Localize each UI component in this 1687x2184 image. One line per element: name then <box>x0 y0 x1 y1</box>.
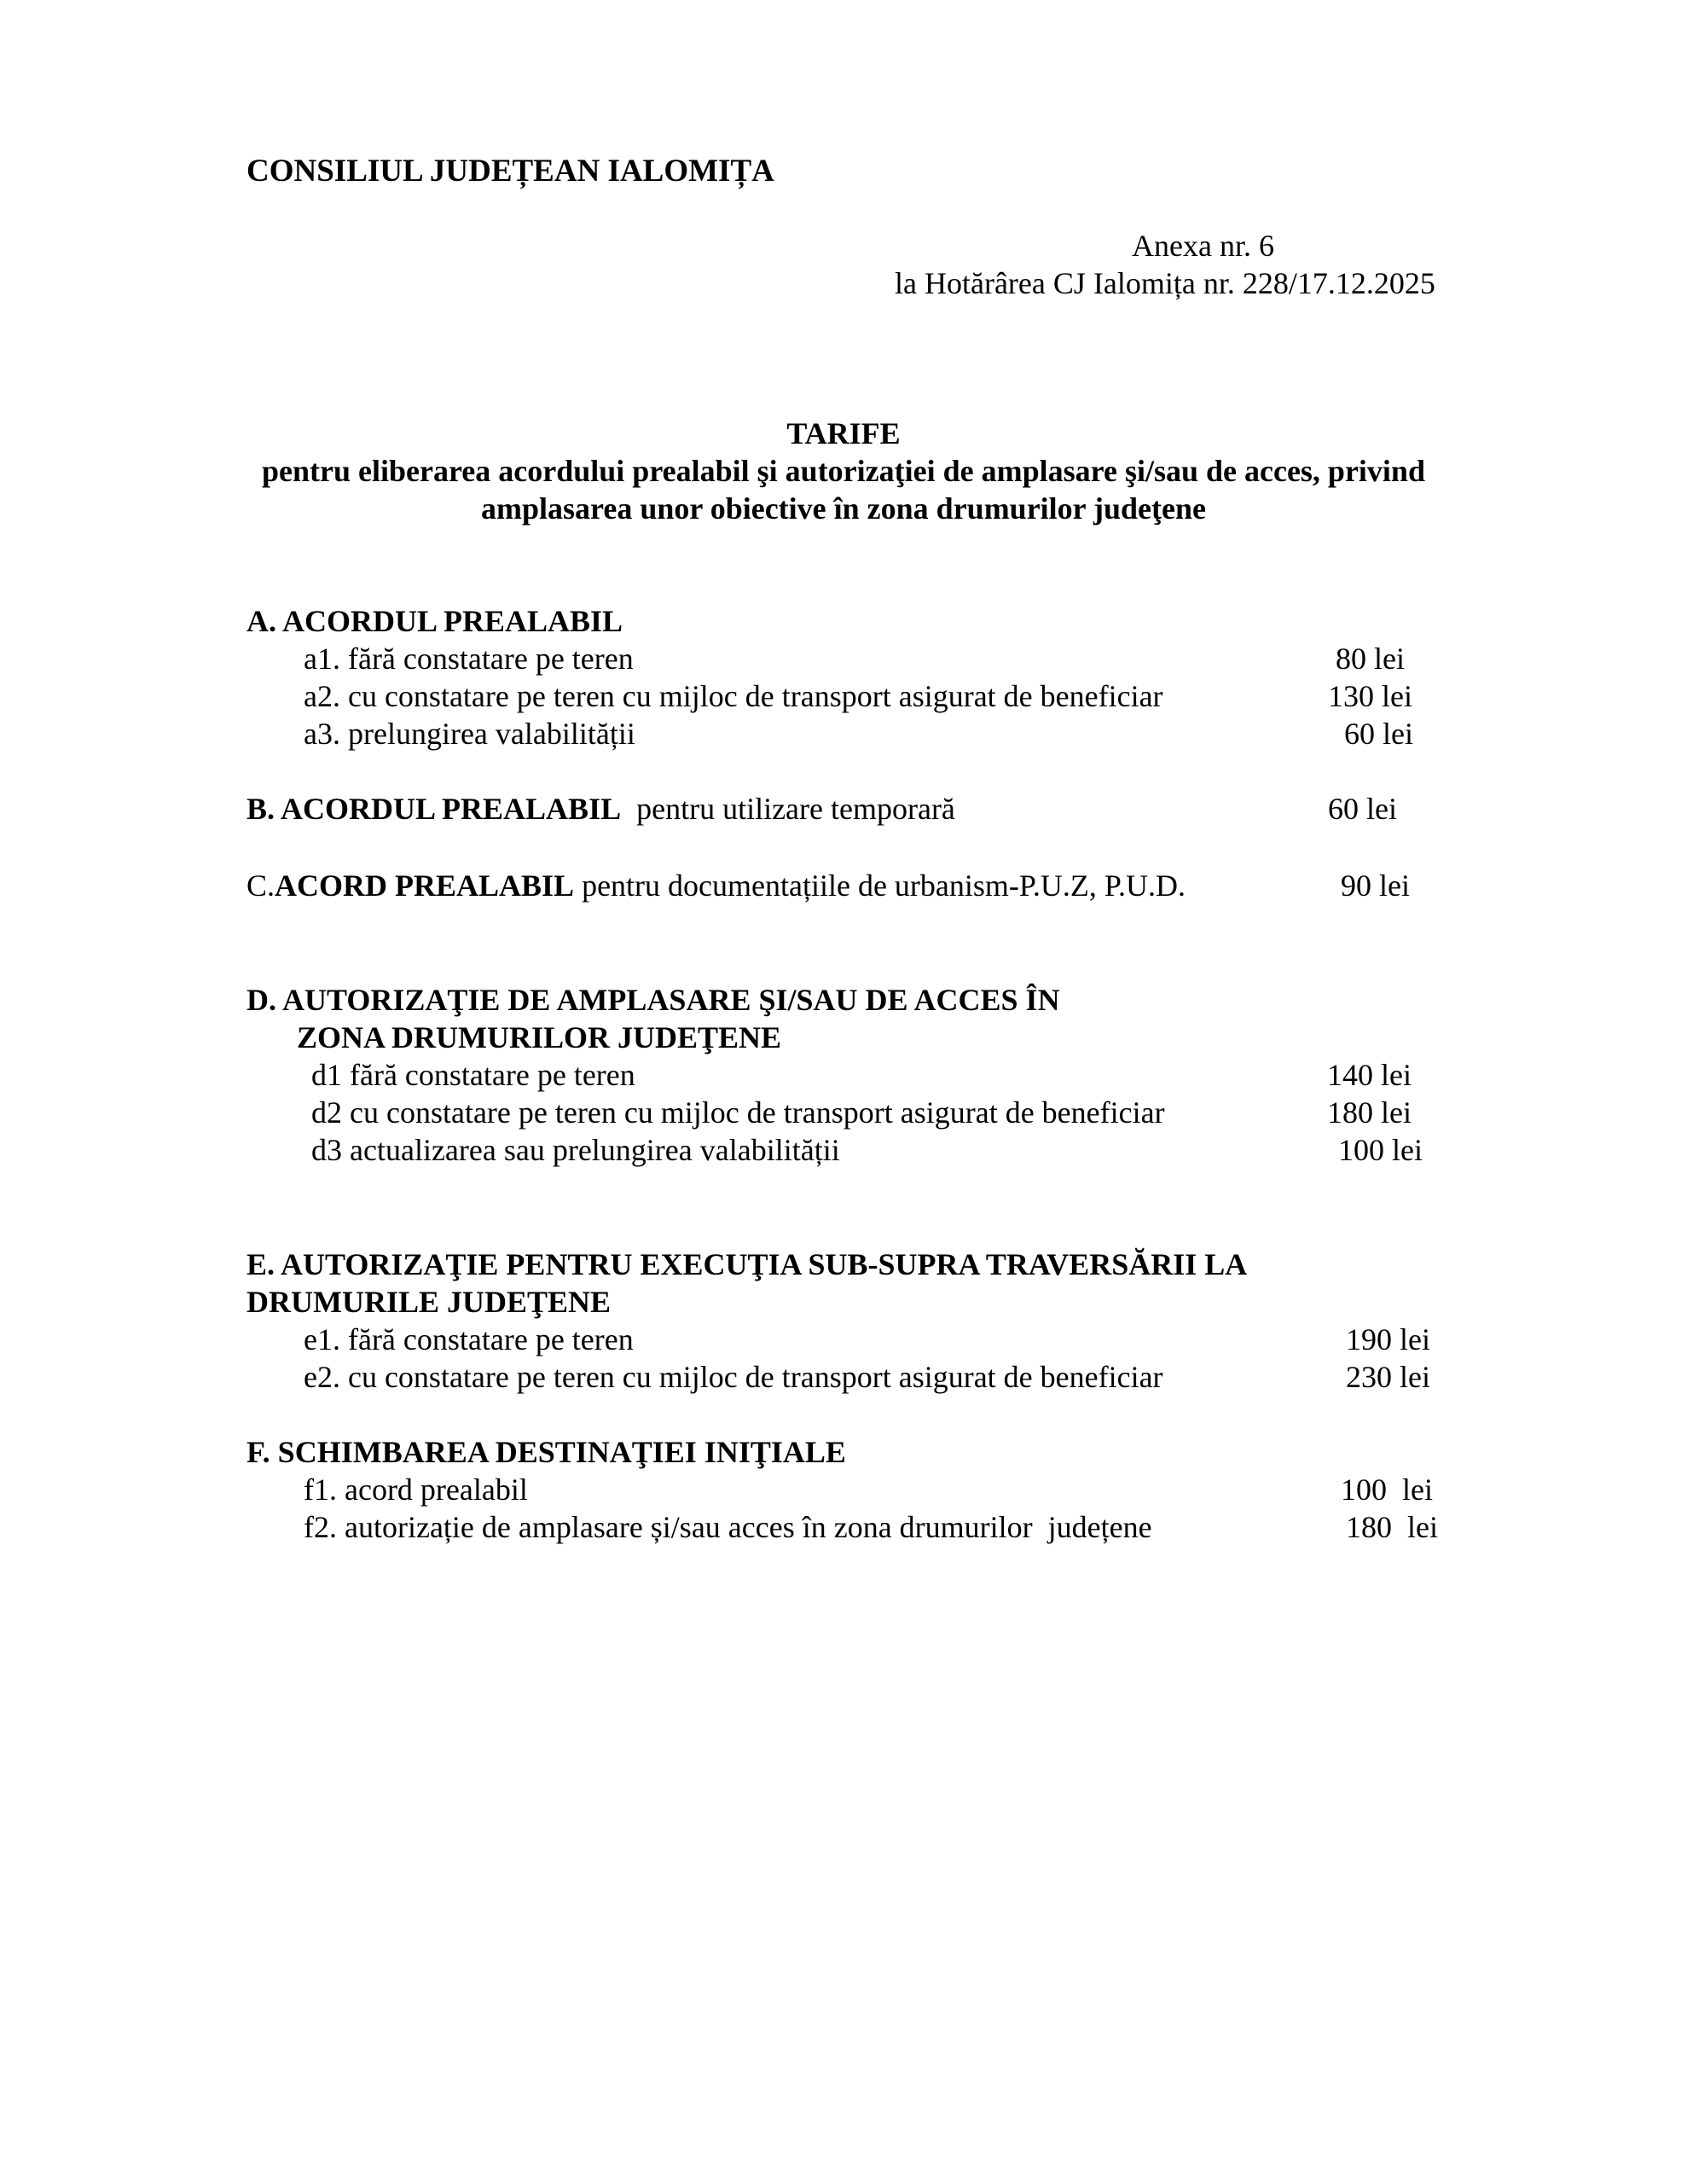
item-e1-label: e1. fără constatare pe teren <box>304 1322 634 1356</box>
section-f-heading: F. SCHIMBAREA DESTINAŢIEI INIŢIALE <box>246 1435 846 1469</box>
item-a3-label: a3. prelungirea valabilității <box>304 717 635 751</box>
section-b-line <box>246 793 955 824</box>
item-e2-label: e2. cu constatare pe teren cu mijloc de transport asigurat de beneficiar <box>304 1360 1163 1394</box>
item-f2-price: 180 lei <box>1346 1510 1438 1544</box>
title-subtitle-line-1: pentru eliberarea acordului prealabil şi autorizaţiei de amplasare şi/sau de acces, privind <box>262 454 1425 488</box>
section-a-heading: A. ACORDUL PREALABIL <box>246 604 623 638</box>
item-d1-price: 140 lei <box>1327 1058 1412 1092</box>
section-c-text: pentru documentațiile de urbanism-P.U.Z, P.U.D. <box>582 868 1186 903</box>
item-f2-label: f2. autorizație de amplasare și/sau acces în zona drumurilor județene <box>304 1510 1152 1544</box>
section-b-heading: B. ACORDUL PREALABIL <box>246 792 622 826</box>
item-a2-label: a2. cu constatare pe teren cu mijloc de transport asigurat de beneficiar <box>304 679 1163 713</box>
item-d2-label: d2 cu constatare pe teren cu mijloc de transport asigurat de beneficiar <box>311 1095 1165 1130</box>
item-e2-price: 230 lei <box>1346 1360 1430 1394</box>
section-b-text: pentru utilizare temporară <box>636 792 955 826</box>
item-a1-label: a1. fără constatare pe teren <box>304 642 634 676</box>
decision-reference: la Hotărârea CJ Ialomița nr. 228/17.12.2025 <box>895 266 1435 300</box>
item-a1-price: 80 lei <box>1336 642 1405 676</box>
section-c-price: 90 lei <box>1341 868 1410 903</box>
item-d3-label: d3 actualizarea sau prelungirea valabilității <box>311 1133 840 1167</box>
section-e-heading-line-2: DRUMURILE JUDEŢENE <box>246 1285 612 1319</box>
section-c-heading: ACORD PREALABIL <box>275 868 575 903</box>
section-b-price: 60 lei <box>1328 792 1397 826</box>
institution-name: CONSILIUL JUDEȚEAN IALOMIȚA <box>246 154 774 189</box>
section-d-heading-line-2: ZONA DRUMURILOR JUDEŢENE <box>297 1020 782 1054</box>
section-e-heading-line-1: E. AUTORIZAŢIE PENTRU EXECUŢIA SUB-SUPRA TRAVERSĂRII LA <box>246 1247 1248 1281</box>
section-c-line <box>246 870 1186 901</box>
item-a2-price: 130 lei <box>1328 679 1412 713</box>
annex-number: Anexa nr. 6 <box>1132 229 1274 263</box>
item-d2-price: 180 lei <box>1327 1095 1412 1130</box>
document-title: TARIFE <box>786 416 901 450</box>
section-d-heading-line-1: D. AUTORIZAŢIE DE AMPLASARE ŞI/SAU DE ACCES ÎN <box>246 983 1060 1017</box>
item-f1-label: f1. acord prealabil <box>304 1472 528 1507</box>
item-d1-label: d1 fără constatare pe teren <box>311 1058 635 1092</box>
item-e1-price: 190 lei <box>1346 1322 1430 1356</box>
section-c-letter: C. <box>246 868 275 903</box>
item-a3-price: 60 lei <box>1344 717 1413 751</box>
title-subtitle-line-2: amplasarea unor obiective în zona drumurilor judeţene <box>481 491 1206 526</box>
item-d3-price: 100 lei <box>1338 1133 1423 1167</box>
item-f1-price: 100 lei <box>1341 1472 1433 1507</box>
